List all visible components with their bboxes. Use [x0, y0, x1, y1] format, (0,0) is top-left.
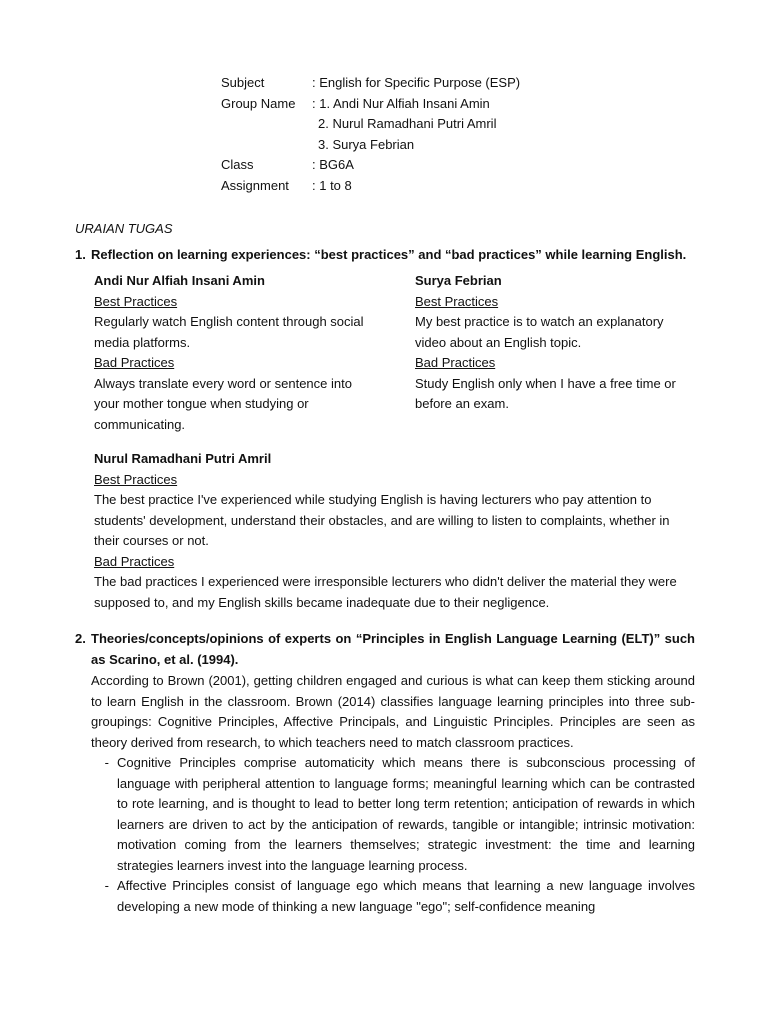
- andi-bad-label: Bad Practices: [94, 355, 175, 370]
- assignment-label: Assignment: [221, 177, 289, 193]
- answer-paragraph: According to Brown (2001), getting children engaged and curious is what can keep them sticking around to learn English in the classroom. Brown (2014) classifies language learning principles into three sub-groupings: Cognitive Principles, Affective Principals, and Linguistic Principles. Principles are seen as theory derived from research, to which teachers need to match classroom practices.: [91, 673, 695, 750]
- bullet-1-text: Cognitive Principles comprise automaticity which means there is subconscious processing of language with peripheral attention to language forms; meaningful learning which can be contrasted to rote learning, and is thought to lead to better long term retention; anticipation of rewards in which learners are driven to act by the anticipation of rewards, tangible or intangible; intrinsic motivation: motivation coming from the learners themselves; strategic investment: the time and learning strategies learners invest into the language learning process.: [117, 755, 695, 873]
- question-2-text: Theories/concepts/opinions of experts on “Principles in English Language Learning (ELT)” such as Scarino, et al. (1994).: [91, 631, 695, 667]
- nurul-name: Nurul Ramadhani Putri Amril: [94, 451, 272, 466]
- subject-row: [221, 73, 520, 94]
- andi-best-label: Best Practices: [94, 293, 178, 309]
- surya-best-text: My best practice is to watch an explanatory video about an English topic.: [415, 314, 664, 350]
- group-label: Group Name: [221, 95, 296, 111]
- bullet-dash: -: [104, 755, 109, 770]
- subject-label: Subject: [221, 75, 265, 90]
- bullet-2-text: Affective Principles consist of language ego which means that learning a new language involves developing a new mode of thinking a new language "ego"; self-confidence meaning: [117, 878, 695, 914]
- assignment-value: : 1 to 8: [312, 177, 352, 193]
- group-member-3: 3. Surya Febrian: [318, 136, 415, 152]
- nurul-best-label: Best Practices: [94, 471, 178, 487]
- andi-best-text: Regularly watch English content through social media platforms.: [94, 314, 364, 350]
- question-2-number: 2.: [75, 631, 86, 646]
- question-1-number: 1.: [75, 247, 86, 262]
- andi-name: Andi Nur Alfiah Insani Amin: [94, 273, 265, 288]
- surya-bad-label: Bad Practices: [415, 355, 496, 370]
- question-2: [75, 629, 695, 670]
- class-label: Class: [221, 157, 254, 172]
- class-row: [221, 155, 520, 176]
- class-value: : BG6A: [312, 157, 354, 172]
- nurul-reflection: [94, 449, 694, 613]
- surya-name: Surya Febrian: [415, 273, 502, 288]
- surya-best-label: Best Practices: [415, 293, 499, 309]
- nurul-best-text: The best practice I've experienced while studying English is having lecturers who pay attention to students' development, understand their obstacles, and are willing to listen to complaints, whether in their courses or not.: [94, 492, 670, 548]
- group-row-3: [221, 135, 520, 156]
- nurul-bad-text: The bad practices I experienced were irresponsible lecturers who didn't deliver the material they were supposed to, and my English skills became inadequate due to their negligence.: [94, 574, 677, 610]
- bullet-dash: -: [104, 878, 109, 893]
- group-row-2: [221, 114, 520, 135]
- surya-reflection: [415, 271, 685, 415]
- assignment-row: [221, 176, 520, 197]
- group-member-2: 2. Nurul Ramadhani Putri Amril: [318, 116, 497, 131]
- bullet-item: [91, 876, 695, 917]
- bullet-item: [91, 753, 695, 876]
- surya-bad-text: Study English only when I have a free time or before an exam.: [415, 375, 676, 411]
- andi-reflection: [94, 271, 364, 435]
- question-2-answer: [91, 671, 695, 917]
- subject-value: : English for Specific Purpose (ESP): [312, 75, 521, 90]
- section-title: URAIAN TUGAS: [75, 221, 173, 236]
- group-row: [221, 94, 520, 115]
- question-1: [75, 245, 705, 266]
- nurul-bad-label: Bad Practices: [94, 553, 175, 569]
- question-1-text: Reflection on learning experiences: “best practices” and “bad practices” while learning English.: [91, 247, 687, 262]
- group-member-1: : 1. Andi Nur Alfiah Insani Amin: [312, 95, 490, 111]
- andi-bad-text: Always translate every word or sentence into your mother tongue when studying or communicating.: [94, 375, 352, 432]
- header-info: [221, 73, 520, 196]
